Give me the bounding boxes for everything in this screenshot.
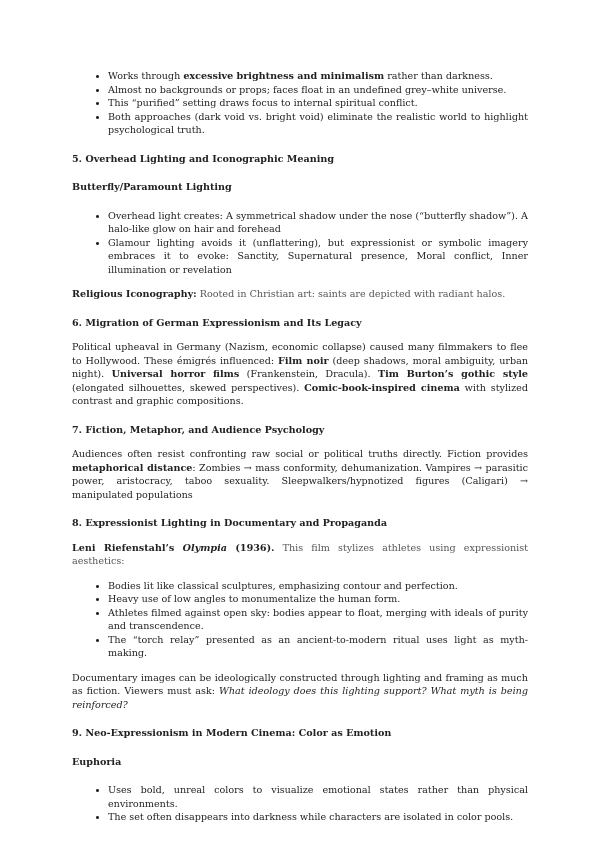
list-item: • This “purified” setting draws focus to internal spiritual conflict.	[108, 97, 528, 111]
subheading-butterfly-lighting: Butterfly/Paramount Lighting	[72, 182, 232, 193]
religious-iconography-paragraph: Religious Iconography: Rooted in Christian art: saints are depicted with radiant halos.	[72, 289, 506, 300]
intro-bullet-list	[72, 70, 528, 138]
list-item: • The “torch relay” presented as an ancient-to-modern ritual uses light as myth-making.	[108, 634, 528, 661]
emphasis: excessive brightness and minimalism	[183, 71, 385, 82]
section-heading-6: 6. Migration of German Expressionism and Its Legacy	[72, 317, 362, 329]
list-item: • Overhead light creates: A symmetrical shadow under the nose (“butterfly shadow”). A halo-like glow on hair and forehead	[108, 210, 528, 237]
section-heading-7: 7. Fiction, Metaphor, and Audience Psychology	[72, 424, 325, 436]
list-item: • Heavy use of low angles to monumentalize the human form.	[108, 593, 528, 607]
olympia-lead: Leni Riefenstahl’s Olympia (1936). This film stylizes athletes using expressionist aesthetics:	[72, 542, 529, 567]
list-item: • Glamour lighting avoids it (unflattering), but expressionist or symbolic imagery embraces it to evoke: Sanctity, Supernatural presence, Moral conflict, Inner illumination or revelation	[108, 237, 528, 278]
s9-bullet-list	[72, 784, 528, 825]
section-heading-9: 9. Neo-Expressionism in Modern Cinema: Color as Emotion	[72, 728, 392, 739]
s6-paragraph: Political upheaval in Germany (Nazism, economic collapse) caused many filmmakers to flee to Hollywood. These émigrés influenced: Film noir (deep shadows, moral ambiguity, urban night). Universal horror films (Frankenstein, Dracula). Tim Burton’s gothic style (elongated silhouettes, skewed perspectives). Comic-book-inspired cinema with stylized contrast and graphic compositions.	[72, 342, 529, 407]
s8-bullet-list	[72, 580, 528, 661]
s7-paragraph: Audiences often resist confronting raw social or political truths directly. Fiction provides metaphorical distance: Zombies → mass conformity, dehumanization. Vampires → parasitic power, aristocracy, taboo sexuality. Sleepwalkers/hypnotized figures (Caligari) → manipulated populations	[72, 449, 528, 501]
list-item: • The set often disappears into darkness while characters are isolated in color pools.	[108, 811, 528, 825]
s8-paragraph: Documentary images can be ideologically constructed through lighting and framing as much as fiction. Viewers must ask: What ideology does this lighting support? What myth is being reinforced?	[72, 672, 528, 711]
list-item: • Uses bold, unreal colors to visualize emotional states rather than physical environments.	[108, 784, 528, 811]
list-item: • Athletes filmed against open sky: bodies appear to float, merging with ideals of purity and transcendence.	[108, 607, 528, 634]
list-item: • Both approaches (dark void vs. bright void) eliminate the realistic world to highlight psychological truth.	[108, 111, 528, 138]
s5-bullet-list	[72, 210, 528, 278]
list-item: • Almost no backgrounds or props; faces float in an undefined grey–white universe.	[108, 84, 528, 98]
subheading-euphoria: Euphoria	[72, 756, 122, 768]
section-heading-5: 5. Overhead Lighting and Iconographic Meaning	[72, 153, 335, 165]
list-item: • Works through excessive brightness and minimalism rather than darkness.	[108, 70, 528, 84]
list-item: • Bodies lit like classical sculptures, emphasizing contour and perfection.	[108, 580, 528, 594]
section-heading-8: 8. Expressionist Lighting in Documentary and Propaganda	[72, 518, 388, 529]
